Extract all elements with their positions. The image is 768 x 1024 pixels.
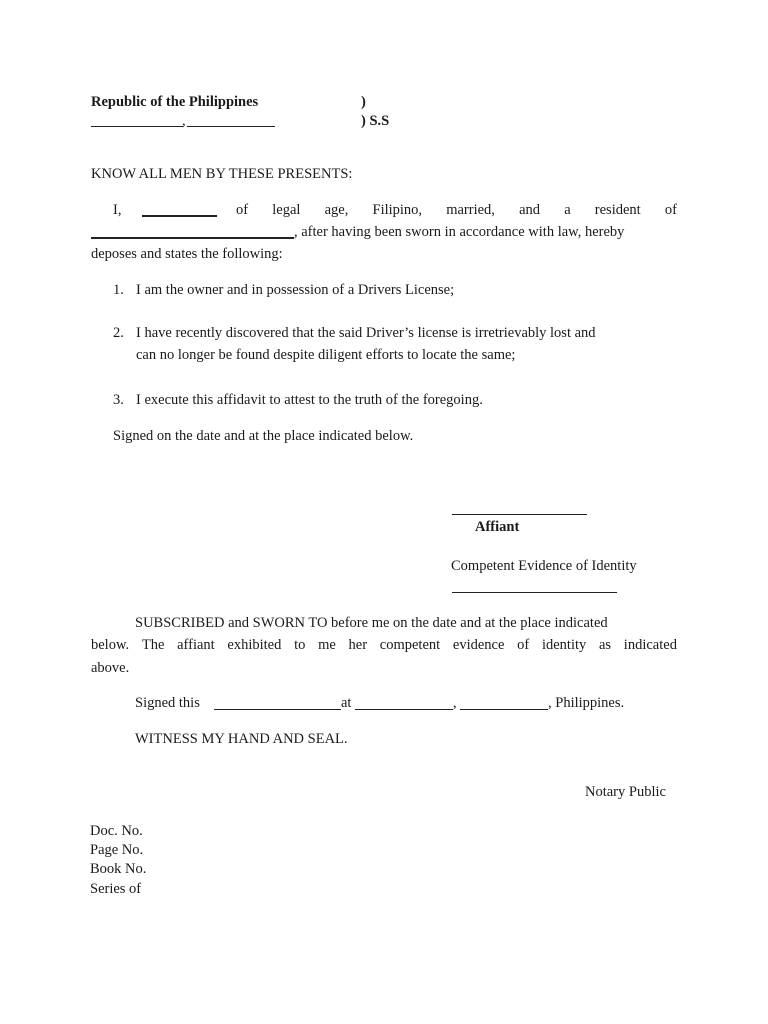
competent-evidence-label: Competent Evidence of Identity: [451, 558, 637, 574]
p1-word: age,: [324, 202, 349, 218]
blank-place-2: [460, 709, 548, 710]
item2-line1: I have recently discovered that the said Driver’s license is irretrievably lost and: [136, 325, 596, 341]
p1-line3: deposes and states the following:: [91, 246, 283, 262]
know-all-men: KNOW ALL MEN BY THESE PRESENTS:: [91, 166, 353, 182]
p1-word: married,: [446, 202, 495, 218]
p1-line2: , after having been sworn in accordance with law, hereby: [294, 224, 625, 240]
blank-name: [142, 215, 217, 217]
blank-place: [355, 709, 453, 710]
header-ss: ) S.S: [361, 113, 390, 129]
jurat-line2-word: affiant: [177, 637, 215, 653]
jurat-line2-word: to: [294, 637, 306, 653]
p1-i: I,: [113, 202, 122, 218]
p1-word: legal: [272, 202, 301, 218]
jurat-line2-word: indicated: [623, 637, 677, 653]
item1-number: 1.: [113, 282, 124, 298]
item1-text: I am the owner and in possession of a Drivers License;: [136, 282, 455, 298]
jurat-line2-word: me: [318, 637, 336, 653]
jurat-line1: SUBSCRIBED and SWORN TO before me on the date and at the place indicated: [135, 615, 608, 631]
jurat-line2-word: identity: [541, 637, 587, 653]
jurat-line3: above.: [91, 660, 130, 676]
p1-word: and: [519, 202, 541, 218]
page-no-label: Page No.: [90, 842, 144, 858]
jurat-line2-word: as: [598, 637, 612, 653]
jurat-line2-word: exhibited: [227, 637, 282, 653]
signed-on-statement: Signed on the date and at the place indicated below.: [113, 428, 414, 444]
doc-no-label: Doc. No.: [90, 823, 143, 839]
evidence-line: [452, 592, 617, 593]
header-paren: ): [361, 94, 366, 110]
blank-date: [214, 709, 341, 710]
item3-number: 3.: [113, 392, 124, 408]
jurat-line2-word: The: [141, 637, 165, 653]
jurat-line2-word: her: [348, 637, 368, 653]
item2-number: 2.: [113, 325, 124, 341]
p1-word: resident: [594, 202, 641, 218]
affiant-label: Affiant: [475, 519, 520, 535]
philippines-label: , Philippines.: [548, 695, 625, 711]
header-comma: ,: [182, 113, 186, 129]
series-of-label: Series of: [90, 881, 142, 897]
affiant-signature-line: [452, 514, 587, 515]
blank-province: [187, 126, 275, 127]
item2-line2: can no longer be found despite diligent efforts to locate the same;: [136, 347, 516, 363]
p1-word: of: [236, 202, 249, 218]
notary-public-label: Notary Public: [585, 784, 666, 800]
header-republic: Republic of the Philippines: [91, 94, 259, 110]
p1-word: of: [664, 202, 677, 218]
jurat-line2-word: competent: [379, 637, 441, 653]
blank-city: [91, 126, 183, 127]
p1-line1-words: [236, 202, 677, 219]
p1-word: a: [564, 202, 571, 218]
item3-text: I execute this affidavit to attest to the truth of the foregoing.: [136, 392, 483, 408]
blank-residence: [91, 237, 294, 239]
signed-comma: ,: [453, 695, 457, 711]
p1-word: Filipino,: [372, 202, 423, 218]
jurat-line2-word: of: [517, 637, 530, 653]
jurat-line2-word: evidence: [452, 637, 505, 653]
at-label: at: [341, 695, 352, 711]
jurat-line2-word: below.: [91, 637, 130, 653]
book-no-label: Book No.: [90, 861, 147, 877]
jurat-line2: [91, 637, 677, 654]
witness-statement: WITNESS MY HAND AND SEAL.: [135, 731, 348, 747]
signed-this-label: Signed this: [135, 695, 200, 711]
